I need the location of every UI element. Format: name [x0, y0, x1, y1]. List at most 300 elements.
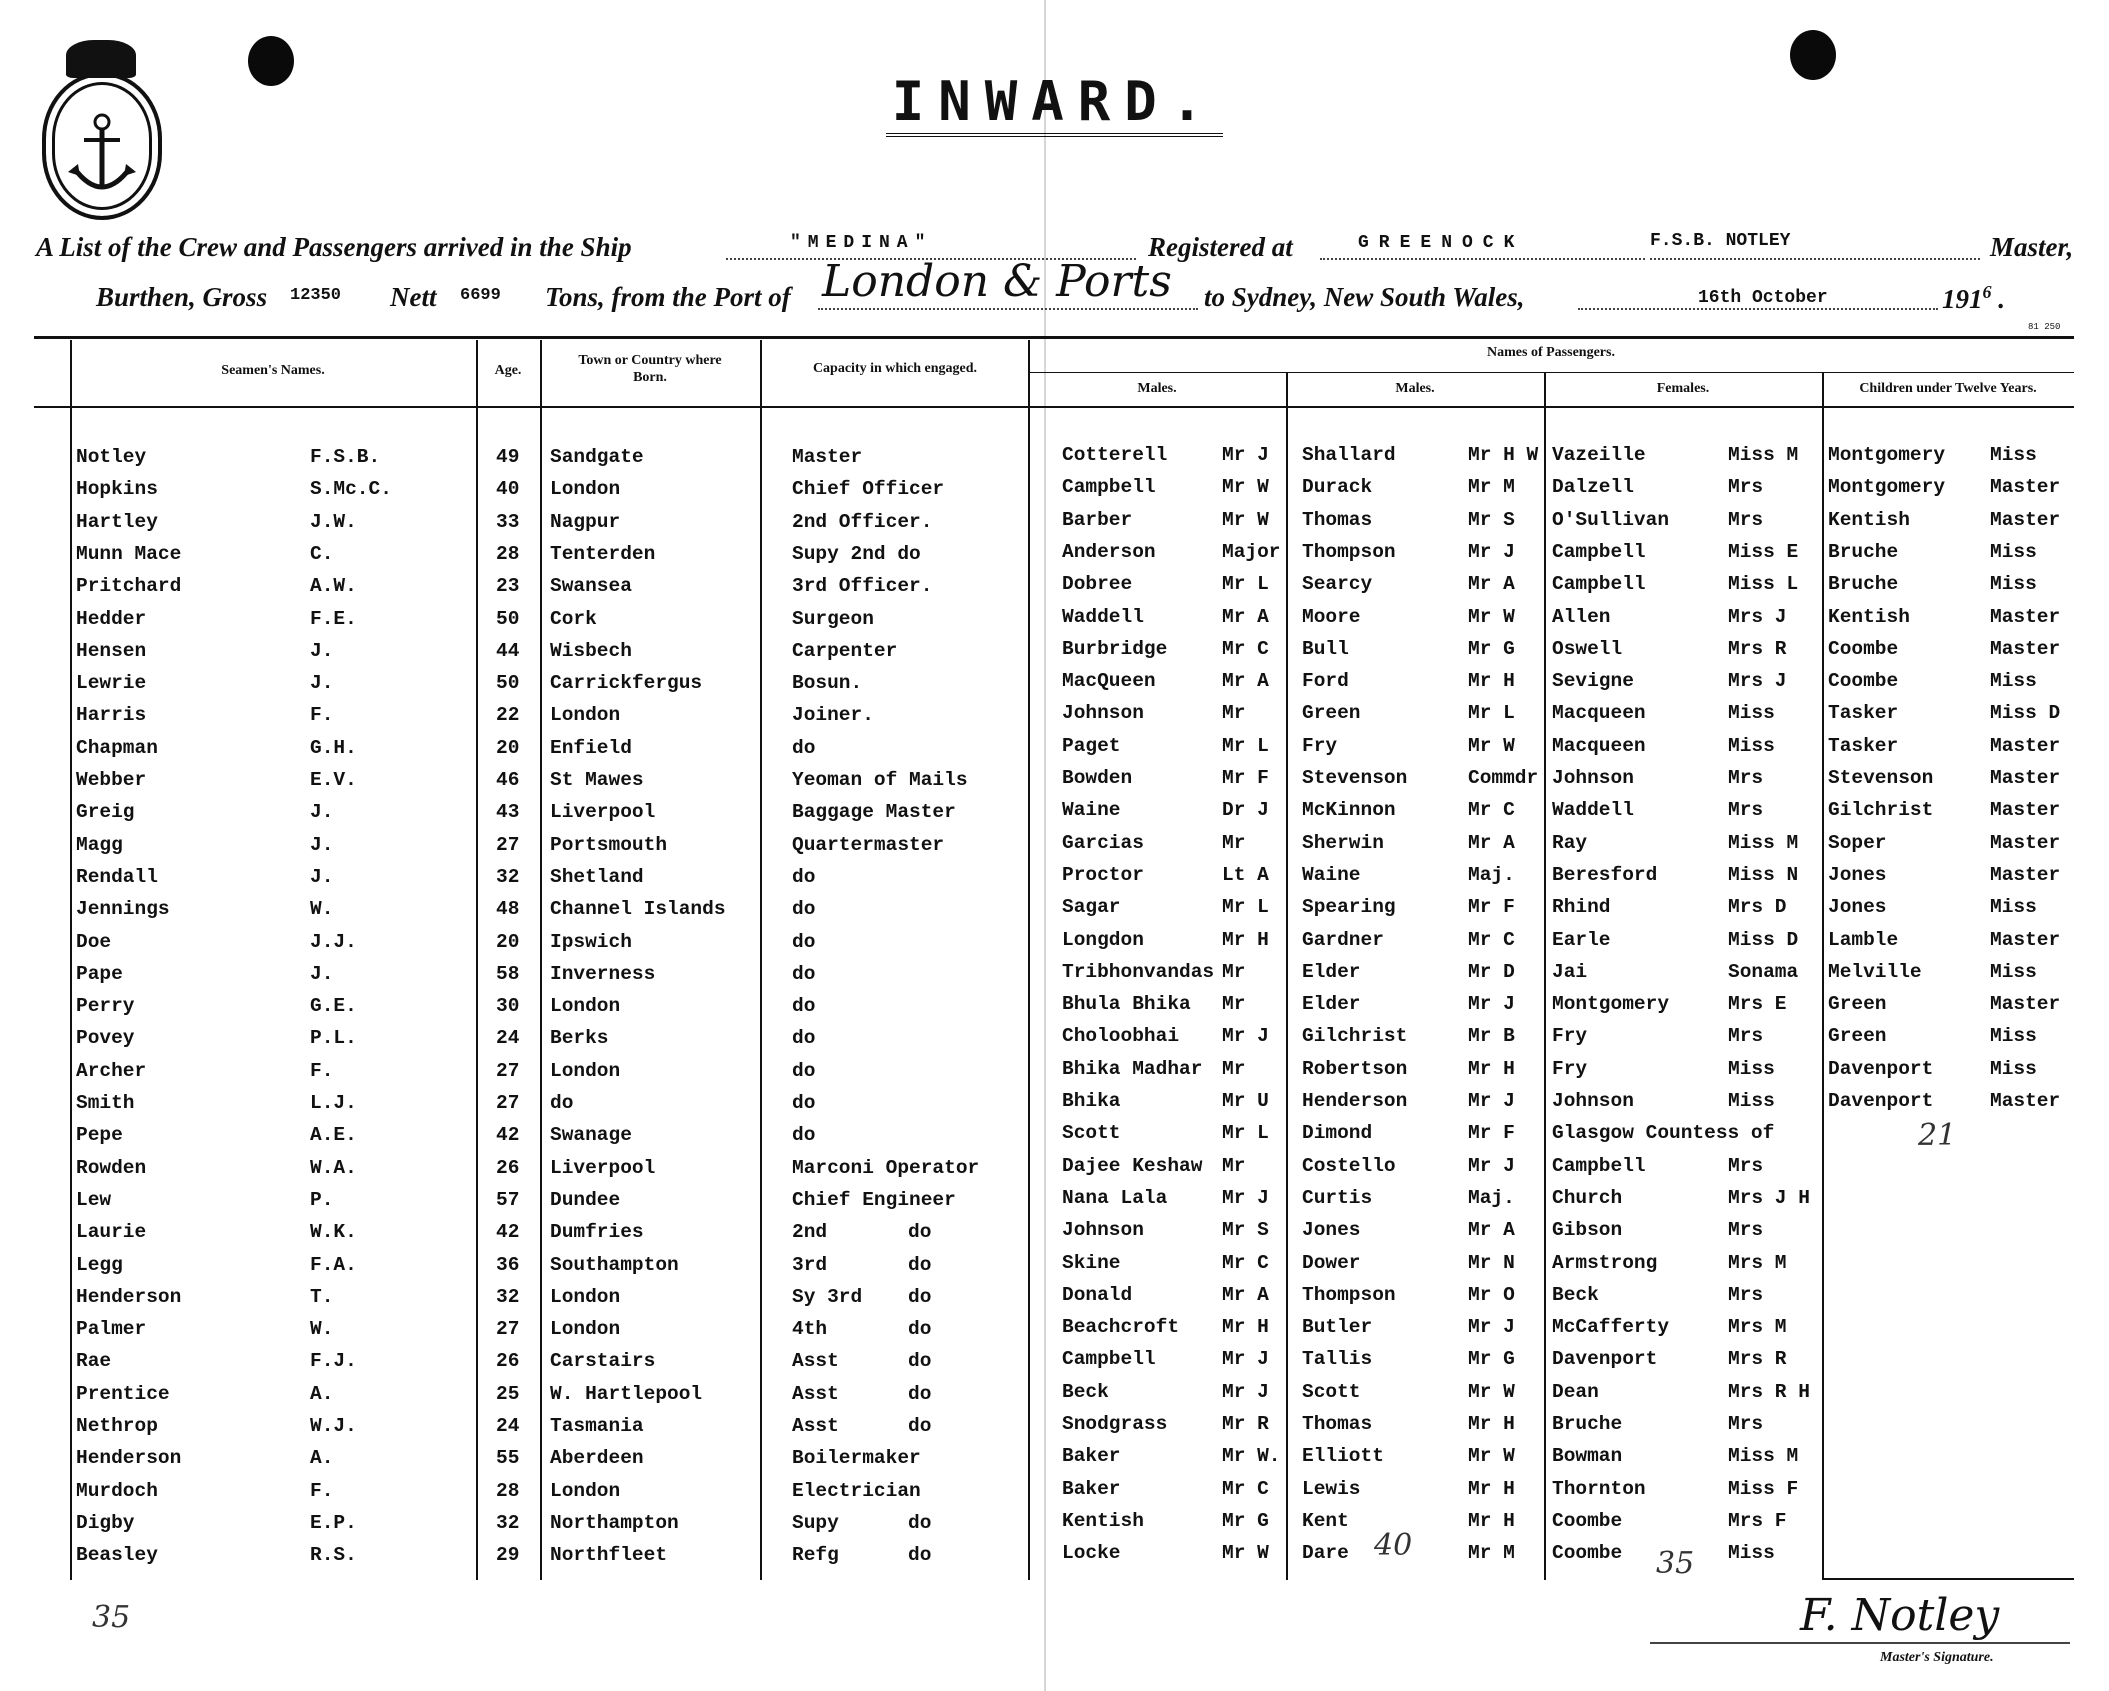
crew-initials: S.Mc.C.: [310, 478, 392, 501]
female-passenger-surname: Dean: [1552, 1380, 1599, 1403]
crew-initials: F.A.: [310, 1253, 357, 1276]
arrival-date: 16th October: [1698, 288, 1828, 308]
male-passenger-2-title: Mr F: [1468, 896, 1515, 919]
crew-initials: J.: [310, 672, 334, 695]
crew-capacity: Asst: [792, 1382, 839, 1405]
crew-initials: F.J.: [310, 1350, 357, 1373]
signature-line: [1650, 1642, 2070, 1644]
male-passenger-2-surname: Thompson: [1302, 540, 1396, 563]
male-passenger-surname: Sagar: [1062, 896, 1121, 919]
female-passenger-title: Mrs M: [1728, 1316, 1787, 1339]
nett-label: Nett: [390, 282, 437, 312]
crew-birthplace: London: [550, 1318, 621, 1341]
male-passenger-surname: Waddell: [1062, 605, 1144, 628]
male-passenger-2-title: Mr F: [1468, 1122, 1515, 1145]
crew-birthplace: London: [550, 478, 621, 501]
male-passenger-2-title: Mr H: [1468, 670, 1515, 693]
male-passenger-2-surname: McKinnon: [1302, 799, 1396, 822]
col-header-males-2: Males.: [1395, 381, 1435, 396]
male-passenger-2-title: Mr W: [1468, 734, 1515, 757]
crew-capacity-ditto: do: [908, 1253, 932, 1276]
crew-birthplace: London: [550, 704, 621, 727]
male-passenger-title: Mr G: [1222, 1509, 1269, 1532]
male-passenger-surname: Burbridge: [1062, 637, 1168, 660]
crew-initials: P.: [310, 1188, 334, 1211]
table-top-rule: [34, 336, 2074, 339]
crew-surname: Perry: [76, 995, 135, 1018]
male-passenger-surname: MacQueen: [1062, 670, 1156, 693]
crew-capacity: 3rd: [792, 1253, 828, 1276]
child-passenger-title: Master: [1990, 637, 2061, 660]
female-passenger-surname: Johnson: [1552, 1090, 1634, 1112]
female-passenger-title: Miss D: [1728, 928, 1799, 951]
child-passenger-surname: Lamble: [1828, 928, 1899, 951]
female-passenger-title: Mrs E: [1728, 993, 1787, 1016]
signature-label: Master's Signature.: [1880, 1650, 1994, 1665]
crew-initials: L.J.: [310, 1092, 357, 1114]
crew-surname: Legg: [76, 1253, 123, 1276]
crew-initials: A.W.: [310, 575, 357, 598]
male-passenger-surname: Campbell: [1062, 1348, 1156, 1371]
female-passenger-title: Miss M: [1728, 444, 1799, 466]
date-line: [1578, 308, 1938, 310]
crew-capacity: Supy: [792, 1511, 839, 1534]
crew-birthplace: Northfleet: [550, 1544, 668, 1567]
female-passenger-surname: Montgomery: [1552, 993, 1670, 1016]
crew-initials: J.W.: [310, 510, 357, 533]
crew-surname: Pepe: [76, 1124, 123, 1147]
crew-birthplace: Dumfries: [550, 1221, 644, 1244]
crew-age: 50: [496, 672, 520, 695]
male-passenger-2-surname: Stevenson: [1302, 767, 1408, 789]
crew-surname: Webber: [76, 769, 147, 791]
female-passenger-surname: Beresford: [1552, 863, 1658, 886]
to-sydney-label: to Sydney, New South Wales,: [1204, 282, 1525, 312]
burthen-label: Burthen, Gross: [96, 282, 268, 312]
male-passenger-2-title: Mr D: [1468, 960, 1515, 983]
child-passenger-title: Miss: [1990, 896, 2037, 919]
male-passenger-2-title: Mr H: [1468, 1413, 1515, 1435]
crew-capacity-ditto: do: [908, 1350, 932, 1373]
crew-age: 22: [496, 704, 520, 727]
male-passenger-surname: Tribhonvandas: [1062, 960, 1215, 983]
male-passenger-2-surname: Tallis: [1302, 1348, 1373, 1371]
crew-birthplace: Sandgate: [550, 446, 644, 468]
female-passenger-title: Mrs R: [1728, 637, 1787, 660]
crew-birthplace: London: [550, 1479, 621, 1502]
female-passenger-title: Mrs J H: [1728, 1186, 1810, 1209]
crew-age: 32: [496, 1285, 520, 1308]
male-passenger-2-surname: Dare: [1302, 1542, 1349, 1565]
crew-capacity: do: [792, 962, 816, 985]
passengers-subrule: [1030, 372, 2074, 373]
crew-initials: J.: [310, 639, 334, 662]
crew-initials: J.: [310, 801, 334, 824]
nett-tons: 6699: [460, 286, 501, 305]
child-passenger-title: Master: [1990, 831, 2061, 854]
male-passenger-2-surname: Bull: [1302, 637, 1349, 660]
child-passenger-title: Miss D: [1990, 702, 2061, 725]
male-passenger-2-title: Maj.: [1468, 863, 1515, 886]
male-passenger-title: Mr: [1222, 702, 1246, 725]
crew-surname: Jennings: [76, 898, 170, 921]
male-passenger-title: Mr J: [1222, 444, 1269, 466]
female-passenger-title: Miss: [1728, 734, 1775, 757]
crew-initials: J.: [310, 962, 334, 985]
child-passenger-title: Miss: [1990, 573, 2037, 596]
crew-surname: Magg: [76, 833, 123, 856]
male-passenger-2-title: Mr C: [1468, 799, 1515, 822]
crew-birthplace: Shetland: [550, 865, 644, 888]
female-passenger-title: Miss M: [1728, 831, 1799, 854]
female-passenger-title: Mrs: [1728, 1283, 1764, 1306]
female-passenger-title: Mrs: [1728, 1413, 1764, 1435]
male-passenger-title: Mr J: [1222, 1025, 1269, 1048]
crew-age: 27: [496, 1318, 520, 1341]
master-name: F.S.B. NOTLEY: [1650, 231, 1791, 251]
male-passenger-surname: Longdon: [1062, 928, 1144, 951]
page-title: INWARD.: [0, 70, 2109, 133]
year-label: $191^6$ .: [1942, 282, 2005, 314]
crew-capacity: Quartermaster: [792, 833, 945, 856]
crew-age: 58: [496, 962, 520, 985]
female-passenger-surname: Glasgow Countess of: [1552, 1122, 1775, 1145]
table-bottom-rule: [1822, 1578, 2074, 1580]
child-passenger-surname: Tasker: [1828, 702, 1899, 725]
male-passenger-2-surname: Butler: [1302, 1316, 1373, 1339]
crew-birthplace: Cork: [550, 607, 597, 630]
female-passenger-surname: Waddell: [1552, 799, 1634, 822]
crew-capacity: Master: [792, 446, 863, 468]
male-passenger-2-title: Mr G: [1468, 637, 1515, 660]
child-passenger-title: Master: [1990, 799, 2061, 822]
crew-age: 23: [496, 575, 520, 598]
crew-birthplace: W. Hartlepool: [550, 1382, 703, 1405]
male-passenger-title: Mr R: [1222, 1413, 1269, 1435]
crew-capacity: Refg: [792, 1544, 839, 1567]
males-tally: 40: [1374, 1528, 1413, 1563]
crew-capacity: Supy 2nd do: [792, 542, 921, 565]
female-passenger-title: Mrs R H: [1728, 1380, 1810, 1403]
male-passenger-2-title: Mr W: [1468, 1380, 1515, 1403]
child-passenger-surname: Gilchrist: [1828, 799, 1934, 822]
male-passenger-2-title: Mr B: [1468, 1025, 1515, 1048]
col-divider-passengers: [1028, 340, 1030, 1580]
crew-capacity: do: [792, 995, 816, 1018]
female-passenger-title: Mrs M: [1728, 1251, 1787, 1274]
female-passenger-surname: Armstrong: [1552, 1251, 1658, 1274]
crew-surname: Digby: [76, 1511, 135, 1534]
crew-birthplace: Southampton: [550, 1253, 679, 1276]
male-passenger-2-surname: Costello: [1302, 1154, 1396, 1177]
male-passenger-title: Mr L: [1222, 734, 1269, 757]
crew-birthplace: London: [550, 1285, 621, 1308]
female-passenger-surname: Bruche: [1552, 1413, 1623, 1435]
male-passenger-2-title: Mr H: [1468, 1057, 1515, 1080]
male-passenger-2-title: Mr M: [1468, 1542, 1515, 1565]
crew-initials: F.: [310, 1059, 334, 1082]
male-passenger-2-title: Mr A: [1468, 573, 1515, 596]
male-passenger-title: Mr J: [1222, 1186, 1269, 1209]
registered-label: Registered at: [1148, 232, 1293, 262]
female-passenger-surname: Rhind: [1552, 896, 1611, 919]
child-passenger-surname: Kentish: [1828, 605, 1910, 628]
crew-surname: Hartley: [76, 510, 158, 533]
male-passenger-2-surname: Ford: [1302, 670, 1349, 693]
crew-initials: E.V.: [310, 769, 357, 791]
master-line: [1650, 258, 1980, 260]
crew-initials: E.P.: [310, 1511, 357, 1534]
male-passenger-surname: Locke: [1062, 1542, 1121, 1565]
male-passenger-2-title: Mr A: [1468, 1219, 1515, 1242]
male-passenger-2-surname: Jones: [1302, 1219, 1361, 1242]
registered-line: [1320, 258, 1645, 260]
crew-age: 43: [496, 801, 520, 824]
male-passenger-title: Mr W: [1222, 476, 1269, 499]
male-passenger-title: Mr: [1222, 993, 1246, 1016]
port-line: [818, 308, 1198, 310]
male-passenger-2-surname: Scott: [1302, 1380, 1361, 1403]
male-passenger-surname: Kentish: [1062, 1509, 1144, 1532]
male-passenger-title: Mr L: [1222, 573, 1269, 596]
crew-capacity: Yeoman of Mails: [792, 769, 968, 791]
child-passenger-title: Miss: [1990, 960, 2037, 983]
male-passenger-surname: Beck: [1062, 1380, 1109, 1403]
crew-surname: Povey: [76, 1027, 135, 1050]
crew-capacity: Chief Engineer: [792, 1188, 956, 1211]
female-passenger-title: Mrs J: [1728, 605, 1787, 628]
crew-age: 36: [496, 1253, 520, 1276]
crew-capacity: do: [792, 736, 816, 759]
crew-birthplace: Enfield: [550, 736, 632, 759]
male-passenger-2-title: Mr C: [1468, 928, 1515, 951]
crew-capacity: Baggage Master: [792, 801, 956, 824]
male-passenger-title: Mr: [1222, 831, 1246, 854]
crew-birthplace: Liverpool: [550, 1156, 656, 1179]
crew-age: 27: [496, 1059, 520, 1082]
female-passenger-title: Miss L: [1728, 573, 1799, 596]
male-passenger-title: Mr A: [1222, 605, 1269, 628]
crew-age: 27: [496, 833, 520, 856]
crew-initials: F.S.B.: [310, 446, 381, 468]
ship-name: "MEDINA": [790, 233, 933, 253]
crew-surname: Lew: [76, 1188, 112, 1211]
child-passenger-title: Miss: [1990, 1025, 2037, 1048]
crew-initials: R.S.: [310, 1544, 357, 1567]
crew-initials: G.E.: [310, 995, 357, 1018]
male-passenger-2-title: Mr H: [1468, 1509, 1515, 1532]
crew-initials: G.H.: [310, 736, 357, 759]
male-passenger-surname: Bhula Bhika: [1062, 993, 1191, 1016]
male-passenger-surname: Johnson: [1062, 702, 1144, 725]
crew-capacity: Carpenter: [792, 639, 898, 662]
crew-initials: C.: [310, 542, 334, 565]
male-passenger-surname: Paget: [1062, 734, 1121, 757]
male-passenger-title: Mr C: [1222, 637, 1269, 660]
crew-capacity-ditto: do: [908, 1415, 932, 1437]
child-passenger-surname: Davenport: [1828, 1090, 1934, 1112]
col-divider-capacity: [760, 340, 762, 1580]
female-passenger-surname: Coombe: [1552, 1542, 1623, 1565]
crew-age: 26: [496, 1156, 520, 1179]
col-divider-town: [540, 340, 542, 1580]
crew-birthplace: do: [550, 1092, 574, 1114]
male-passenger-2-title: Mr J: [1468, 1154, 1515, 1177]
crew-birthplace: Ipswich: [550, 930, 632, 953]
male-passenger-surname: Choloobhai: [1062, 1025, 1180, 1048]
crew-age: 27: [496, 1092, 520, 1114]
female-passenger-surname: Earle: [1552, 928, 1611, 951]
crew-capacity: Asst: [792, 1350, 839, 1373]
crew-age: 42: [496, 1124, 520, 1147]
child-passenger-surname: Davenport: [1828, 1057, 1934, 1080]
crew-surname: Rae: [76, 1350, 112, 1373]
col-header-passengers: Names of Passengers.: [1487, 345, 1615, 360]
col-divider-age: [476, 340, 478, 1580]
male-passenger-2-title: Mr S: [1468, 508, 1515, 531]
crew-age: 46: [496, 769, 520, 791]
female-passenger-title: Miss N: [1728, 863, 1799, 886]
male-passenger-2-surname: Thomas: [1302, 508, 1373, 531]
female-passenger-surname: Thornton: [1552, 1477, 1646, 1500]
child-passenger-surname: Melville: [1828, 960, 1922, 983]
male-passenger-surname: Scott: [1062, 1122, 1121, 1145]
male-passenger-2-surname: Durack: [1302, 476, 1373, 499]
male-passenger-surname: Baker: [1062, 1477, 1121, 1500]
crew-age: 24: [496, 1027, 520, 1050]
male-passenger-title: Mr S: [1222, 1219, 1269, 1242]
crew-age: 57: [496, 1188, 520, 1211]
crew-birthplace: Swansea: [550, 575, 632, 598]
col-header-age: Age.: [494, 363, 522, 378]
children-tally: 21: [1918, 1118, 1957, 1153]
male-passenger-2-surname: Searcy: [1302, 573, 1373, 596]
crew-birthplace: Aberdeen: [550, 1447, 644, 1470]
crew-tally: 35: [92, 1600, 131, 1635]
female-passenger-surname: Jai: [1552, 960, 1588, 983]
female-passenger-title: Mrs: [1728, 476, 1764, 499]
male-passenger-surname: Snodgrass: [1062, 1413, 1168, 1435]
crew-surname: Hopkins: [76, 478, 158, 501]
male-passenger-surname: Bhika: [1062, 1090, 1121, 1112]
crew-capacity: 2nd: [792, 1221, 828, 1244]
crew-surname: Archer: [76, 1059, 147, 1082]
male-passenger-title: Major: [1222, 540, 1281, 563]
male-passenger-surname: Anderson: [1062, 540, 1156, 563]
female-passenger-surname: Macqueen: [1552, 734, 1646, 757]
female-passenger-title: Miss: [1728, 702, 1775, 725]
male-passenger-2-title: Mr W: [1468, 1445, 1515, 1468]
crew-capacity: Joiner.: [792, 704, 874, 727]
female-passenger-surname: Macqueen: [1552, 702, 1646, 725]
col-divider-males2: [1286, 372, 1288, 1580]
female-passenger-surname: Ray: [1552, 831, 1588, 854]
female-passenger-surname: Campbell: [1552, 573, 1646, 596]
crew-age: 44: [496, 639, 520, 662]
female-passenger-title: Mrs: [1728, 508, 1764, 531]
male-passenger-2-title: Mr J: [1468, 993, 1515, 1016]
male-passenger-2-title: Mr N: [1468, 1251, 1515, 1274]
female-passenger-title: Miss M: [1728, 1445, 1799, 1468]
female-passenger-surname: Campbell: [1552, 1154, 1646, 1177]
female-passenger-title: Mrs R: [1728, 1348, 1787, 1371]
male-passenger-2-title: Mr A: [1468, 831, 1515, 854]
col-divider-females: [1544, 372, 1546, 1580]
col-header-children: Children under Twelve Years.: [1859, 381, 2037, 396]
crew-surname: Henderson: [76, 1447, 182, 1470]
child-passenger-surname: Jones: [1828, 863, 1887, 886]
crew-birthplace: Nagpur: [550, 510, 621, 533]
child-passenger-surname: Montgomery: [1828, 444, 1946, 466]
male-passenger-2-surname: Thomas: [1302, 1413, 1373, 1435]
crew-birthplace: Tenterden: [550, 542, 656, 565]
female-passenger-surname: McCafferty: [1552, 1316, 1670, 1339]
male-passenger-surname: Campbell: [1062, 476, 1156, 499]
child-passenger-surname: Coombe: [1828, 670, 1899, 693]
crew-capacity-ditto: do: [908, 1511, 932, 1534]
crew-initials: W.: [310, 898, 334, 921]
crew-initials: P.L.: [310, 1027, 357, 1050]
female-passenger-surname: Gibson: [1552, 1219, 1623, 1242]
male-passenger-2-surname: Thompson: [1302, 1283, 1396, 1306]
crew-capacity-ditto: do: [908, 1318, 932, 1341]
crew-birthplace: Carstairs: [550, 1350, 656, 1373]
male-passenger-title: Mr J: [1222, 1380, 1269, 1403]
male-passenger-title: Mr H: [1222, 928, 1269, 951]
crew-capacity: Sy 3rd: [792, 1285, 863, 1308]
crew-surname: Notley: [76, 446, 147, 468]
crew-birthplace: Liverpool: [550, 801, 656, 824]
female-passenger-title: Mrs J: [1728, 670, 1787, 693]
col-header-seamen: Seamen's Names.: [221, 363, 325, 378]
female-passenger-surname: Coombe: [1552, 1509, 1623, 1532]
male-passenger-2-surname: Gilchrist: [1302, 1025, 1408, 1048]
female-passenger-surname: Vazeille: [1552, 444, 1646, 466]
crew-age: 32: [496, 1511, 520, 1534]
male-passenger-surname: Nana Lala: [1062, 1186, 1168, 1209]
male-passenger-2-surname: Henderson: [1302, 1090, 1408, 1112]
male-passenger-title: Mr W.: [1222, 1445, 1281, 1468]
crew-birthplace: London: [550, 995, 621, 1018]
female-passenger-surname: Sevigne: [1552, 670, 1634, 693]
female-passenger-surname: O'Sullivan: [1552, 508, 1670, 531]
child-passenger-surname: Jones: [1828, 896, 1887, 919]
female-passenger-surname: Fry: [1552, 1025, 1588, 1048]
male-passenger-title: Mr C: [1222, 1477, 1269, 1500]
male-passenger-title: Mr A: [1222, 670, 1269, 693]
male-passenger-title: Mr L: [1222, 1122, 1269, 1145]
crew-surname: Henderson: [76, 1285, 182, 1308]
crew-initials: W.K.: [310, 1221, 357, 1244]
female-passenger-surname: Fry: [1552, 1057, 1588, 1080]
crew-surname: Pritchard: [76, 575, 182, 598]
male-passenger-2-title: Mr M: [1468, 476, 1515, 499]
crew-birthplace: London: [550, 1059, 621, 1082]
male-passenger-surname: Cotterell: [1062, 444, 1168, 466]
female-passenger-title: Miss: [1728, 1090, 1775, 1112]
col-header-females: Females.: [1656, 381, 1710, 396]
child-passenger-title: Master: [1990, 993, 2061, 1016]
crew-surname: Rendall: [76, 865, 158, 888]
male-passenger-2-surname: Gardner: [1302, 928, 1384, 951]
child-passenger-surname: Coombe: [1828, 637, 1899, 660]
crew-age: 42: [496, 1221, 520, 1244]
crew-age: 28: [496, 542, 520, 565]
crew-initials: T.: [310, 1285, 334, 1308]
male-passenger-surname: Donald: [1062, 1283, 1133, 1306]
male-passenger-2-surname: Kent: [1302, 1509, 1349, 1532]
crew-capacity: Boilermaker: [792, 1447, 921, 1470]
